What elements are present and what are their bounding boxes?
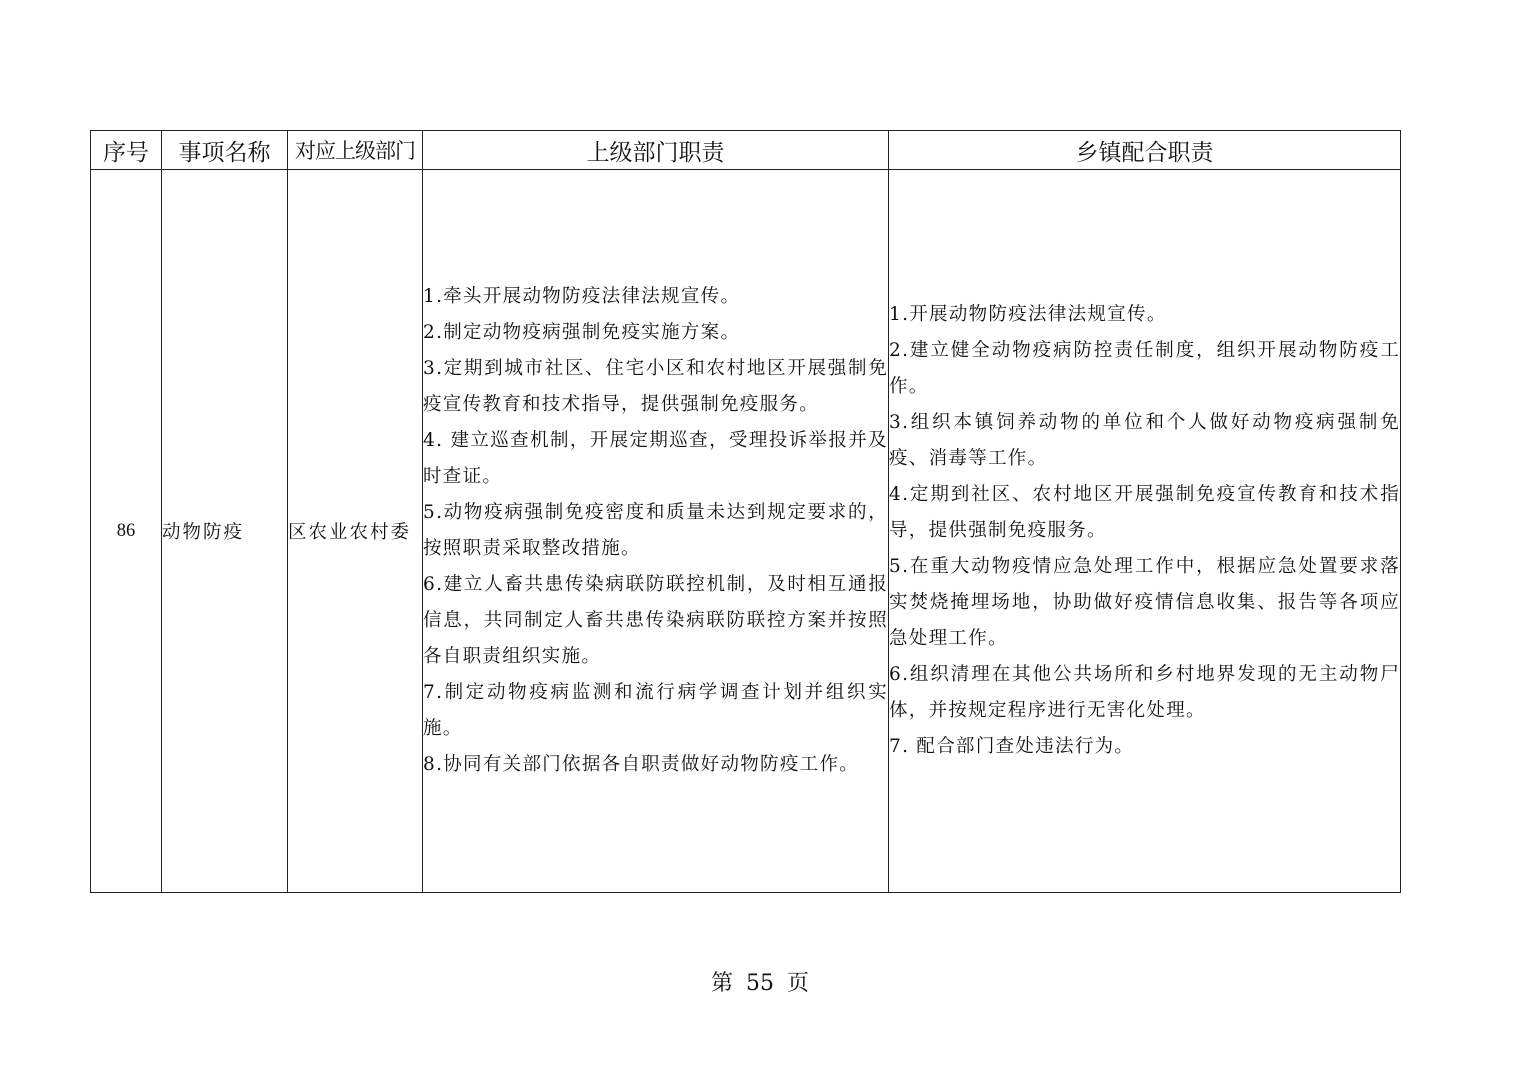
header-row	[91, 131, 1401, 170]
town-duty-item: 3.组织本镇饲养动物的单位和个人做好动物疫病强制免疫、消毒等工作。	[889, 412, 1400, 469]
duty-table	[90, 130, 1401, 893]
superior-duty-item: 8.协同有关部门依据各自职责做好动物防疫工作。	[423, 754, 860, 775]
superior-dept-cell: 区农业农村委	[288, 170, 423, 893]
header-superior-dept: 对应上级部门	[288, 131, 423, 170]
page-number: 第 55 页	[711, 971, 809, 996]
superior-duty-item: 3.定期到城市社区、住宅小区和农村地区开展强制免疫宣传教育和技术指导，提供强制免疫服务。	[423, 358, 888, 415]
header-town-duties: 乡镇配合职责	[889, 131, 1401, 170]
town-duty-item: 7. 配合部门查处违法行为。	[889, 736, 1135, 757]
superior-duty-item: 4. 建立巡查机制，开展定期巡查，受理投诉举报并及时查证。	[423, 430, 888, 487]
superior-duty-item: 1.牵头开展动物防疫法律法规宣传。	[423, 286, 741, 307]
superior-duty-item: 7.制定动物疫病监测和流行病学调查计划并组织实施。	[423, 682, 888, 739]
superior-duty-item: 5.动物疫病强制免疫密度和质量未达到规定要求的，按照职责采取整改措施。	[423, 502, 888, 559]
superior-duty-item: 6.建立人畜共患传染病联防联控机制，及时相互通报信息，共同制定人畜共患传染病联防联控方案并按照各自职责组织实施。	[423, 574, 888, 667]
town-duty-item: 1.开展动物防疫法律法规宣传。	[889, 304, 1167, 325]
header-superior-duties: 上级部门职责	[423, 131, 889, 170]
seq-cell: 86	[91, 170, 162, 893]
town-duty-item: 4.定期到社区、农村地区开展强制免疫宣传教育和技术指导，提供强制免疫服务。	[889, 484, 1400, 541]
superior-duties-cell	[423, 170, 889, 893]
town-duties-list	[889, 297, 1400, 765]
header-seq: 序号	[91, 131, 162, 170]
town-duty-item: 2.建立健全动物疫病防控责任制度，组织开展动物防疫工作。	[889, 340, 1400, 397]
table-row	[91, 170, 1401, 893]
town-duties-cell	[889, 170, 1401, 893]
town-duty-item: 5.在重大动物疫情应急处理工作中，根据应急处置要求落实焚烧掩埋场地，协助做好疫情信息收集、报告等各项应急处理工作。	[889, 556, 1400, 649]
town-duty-item: 6.组织清理在其他公共场所和乡村地界发现的无主动物尸体，并按规定程序进行无害化处理。	[889, 664, 1400, 721]
item-name-cell: 动物防疫	[162, 170, 288, 893]
header-item-name: 事项名称	[162, 131, 288, 170]
superior-duties-list	[423, 279, 888, 783]
superior-duty-item: 2.制定动物疫病强制免疫实施方案。	[423, 322, 741, 343]
